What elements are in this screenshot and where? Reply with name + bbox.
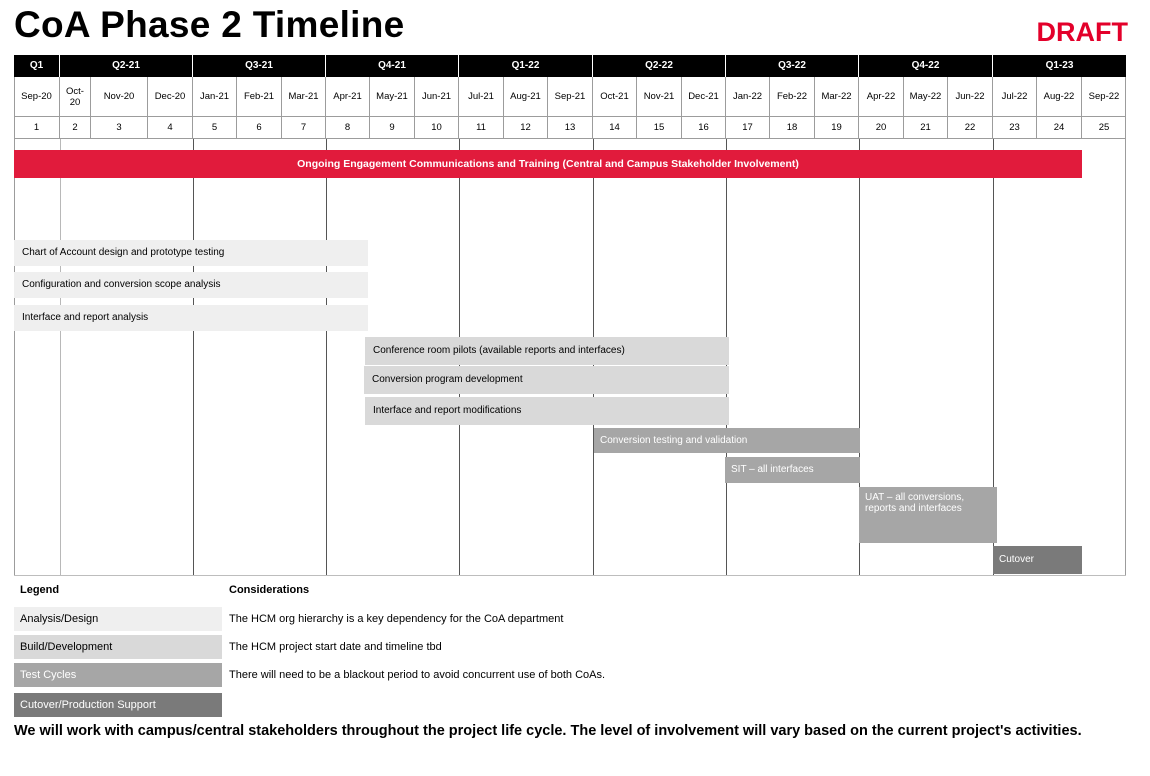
task-bar-sit: SIT – all interfaces [725,457,860,483]
month-header: Nov-21 [637,77,682,117]
quarter-gridline [193,139,194,575]
month-number: 3 [91,117,148,139]
month-number: 12 [504,117,548,139]
quarter-header: Q4-21 [326,55,459,77]
quarter-header: Q2-22 [593,55,726,77]
task-bar-interface-mod: Interface and report modifications [365,397,729,425]
month-number: 8 [326,117,370,139]
month-number: 21 [904,117,948,139]
month-header: Feb-22 [770,77,815,117]
month-header: May-22 [904,77,948,117]
month-header: Jun-21 [415,77,459,117]
month-number: 7 [282,117,326,139]
task-bar-config-scope: Configuration and conversion scope analysis [14,272,368,298]
month-number: 19 [815,117,859,139]
month-number: 22 [948,117,993,139]
month-header: Jul-22 [993,77,1037,117]
month-header: Sep-20 [14,77,60,117]
month-header: Mar-22 [815,77,859,117]
considerations-heading: Considerations [229,584,310,596]
month-header: Apr-21 [326,77,370,117]
grid-border [1125,77,1126,575]
month-header: Sep-21 [548,77,593,117]
month-number: 5 [193,117,237,139]
legend-test-cycles: Test Cycles [14,663,222,687]
month-number: 15 [637,117,682,139]
month-header: Sep-22 [1082,77,1126,117]
month-number: 16 [682,117,726,139]
month-header: Mar-21 [282,77,326,117]
quarter-header: Q1-23 [1045,60,1074,71]
task-bar-crp: Conference room pilots (available reports and interfaces) [365,337,729,365]
task-bar-conversion-dev: Conversion program development [364,366,729,394]
task-bar-interface-analysis: Interface and report analysis [14,305,368,331]
legend-analysis-design: Analysis/Design [14,607,222,631]
quarter-header-row [14,55,1126,77]
month-number: 11 [459,117,504,139]
quarter-header: Q3-21 [193,55,326,77]
month-header: Apr-22 [859,77,904,117]
month-number: 17 [726,117,770,139]
quarter-header: Q1-22 [459,55,593,77]
draft-label: DRAFT [1036,17,1128,47]
legend-heading: Legend [20,584,60,596]
month-number: 2 [60,117,91,139]
task-bar-conversion-test: Conversion testing and validation [594,428,860,453]
consideration-item: There will need to be a blackout period to avoid concurrent use of both CoAs. [229,669,606,681]
quarter-header: Q3-22 [726,55,859,77]
task-bar-cutover: Cutover [993,546,1082,574]
month-header: Jan-21 [193,77,237,117]
month-header: Nov-20 [91,77,148,117]
month-header: Aug-22 [1037,77,1082,117]
month-number: 9 [370,117,415,139]
month-number: 10 [415,117,459,139]
month-number: 4 [148,117,193,139]
month-gridline [60,139,61,575]
legend-cutover-support: Cutover/Production Support [14,693,222,717]
consideration-item: The HCM org hierarchy is a key dependency for the CoA department [229,613,564,625]
month-header: Jul-21 [459,77,504,117]
month-header: Aug-21 [504,77,548,117]
month-number: 6 [237,117,282,139]
month-number: 13 [548,117,593,139]
month-header: Dec-21 [682,77,726,117]
task-bar-coa-design: Chart of Account design and prototype testing [14,240,368,266]
engagement-bar: Ongoing Engagement Communications and Training (Central and Campus Stakeholder Involvement) [14,150,1082,178]
month-number: 20 [859,117,904,139]
month-number: 18 [770,117,815,139]
quarter-header: Q2-21 [60,55,193,77]
month-header: Feb-21 [237,77,282,117]
month-number: 14 [593,117,637,139]
month-number: 25 [1082,117,1126,139]
timeline-grid [14,55,1126,575]
month-number: 23 [993,117,1037,139]
month-header: Oct-21 [593,77,637,117]
legend-build-development: Build/Development [14,635,222,659]
page-title: CoA Phase 2 Timeline [14,4,405,45]
quarter-header: Q4-22 [859,55,993,77]
month-header: Jun-22 [948,77,993,117]
task-bar-uat: UAT – all conversions, reports and interfaces [859,487,997,543]
quarter-gridline [326,139,327,575]
month-number: 24 [1037,117,1082,139]
month-header: May-21 [370,77,415,117]
month-header: Dec-20 [148,77,193,117]
month-number: 1 [14,117,60,139]
consideration-item: The HCM project start date and timeline tbd [229,641,442,653]
footer-note: We will work with campus/central stakeholders throughout the project life cycle. The level of involvement will vary based on the current project's activities. [14,723,1082,739]
month-header: Oct- 20 [60,77,91,117]
quarter-header: Q1 [14,55,60,77]
month-header: Jan-22 [726,77,770,117]
